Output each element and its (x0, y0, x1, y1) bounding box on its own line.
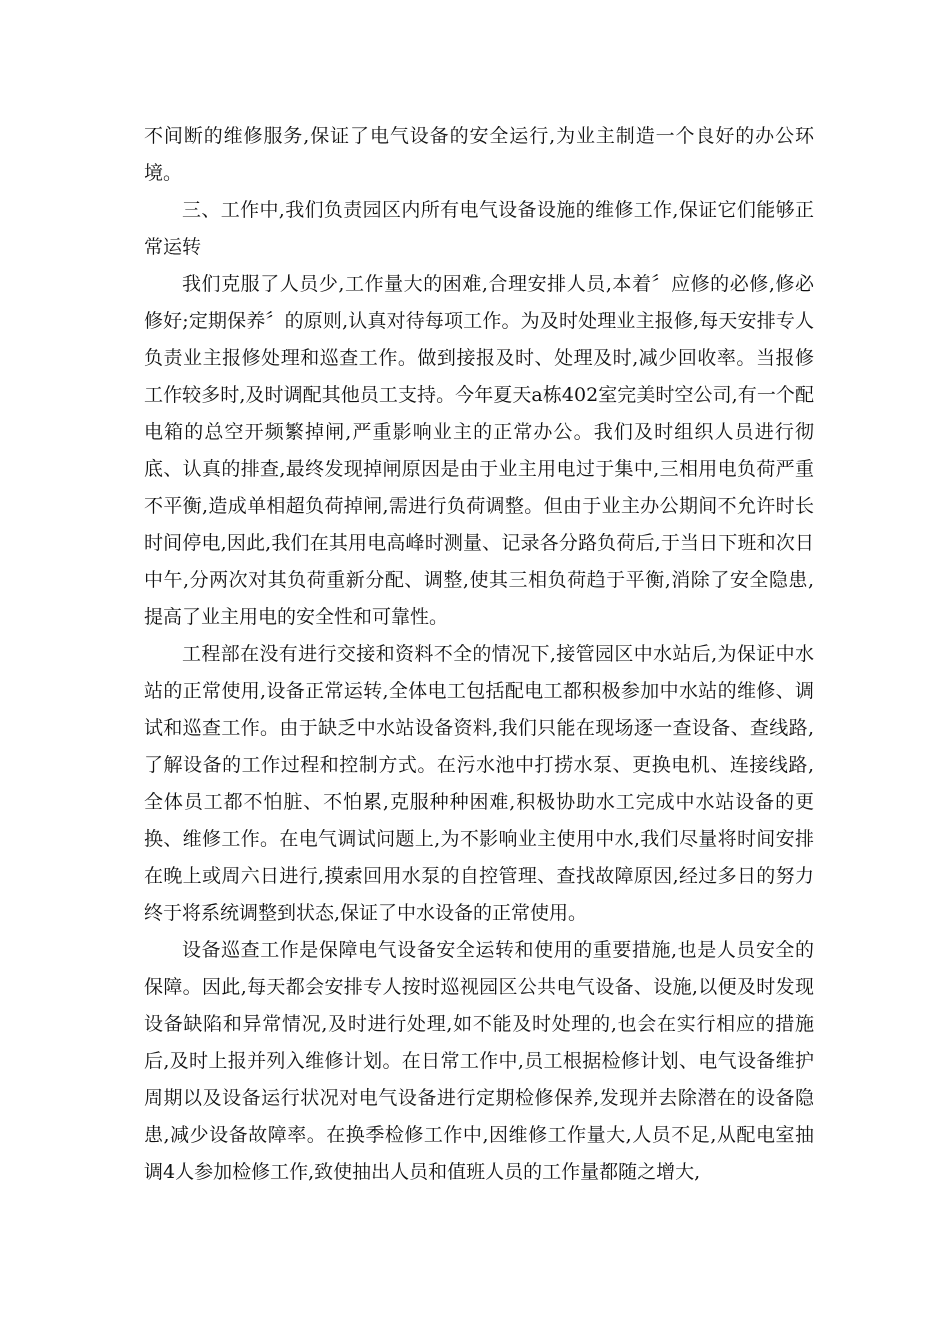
paragraph-continuation: 不间断的维修服务,保证了电气设备的安全运行,为业主制造一个良好的办公环境。 (144, 125, 814, 184)
document-body (144, 118, 814, 1191)
section-heading-3: 三、工作中,我们负责园区内所有电气设备设施的维修工作,保证它们能够正常运转 (144, 199, 814, 258)
paragraph-water-station: 工程部在没有进行交接和资料不全的情况下,接管园区中水站后,为保证中水站的正常使用,设备正常运转,全体电工包括配电工都积极参加中水站的维修、调试和巡查工作。由于缺乏中水站设备资料,我们只能在现场逐一查设备、查线路,了解设备的工作过程和控制方式。在污水池中打捞水泵、更换电机、连接线路,全体员工都不怕脏、不怕累,克服种种困难,积极协助水工完成中水站设备的更换、维修工作。在电气调试问题上,为不影响业主使用中水,我们尽量将时间安排在晚上或周六日进行,摸索回用水泵的自控管理、查找故障原因,经过多日的努力终于将系统调整到状态,保证了中水设备的正常使用。 (144, 643, 814, 924)
paragraph-inspection: 设备巡查工作是保障电气设备安全运转和使用的重要措施,也是人员安全的保障。因此,每天都会安排专人按时巡视园区公共电气设备、设施,以便及时发现设备缺陷和异常情况,及时进行处理,如不能及时处理的,也会在实行相应的措施后,及时上报并列入维修计划。在日常工作中,员工根据检修计划、电气设备维护周期以及设备运行状况对电气设备进行定期检修保养,发现并去除潜在的设备隐患,减少设备故障率。在换季检修工作中,因维修工作量大,人员不足,从配电室抽调4人参加检修工作,致使抽出人员和值班人员的工作量都随之增大, (144, 939, 814, 1183)
paragraph-maintenance: 我们克服了人员少,工作量大的困难,合理安排人员,本着〞应修的必修,修必修好;定期保养〞的原则,认真对待每项工作。为及时处理业主报修,每天安排专人负责业主报修处理和巡查工作。做到接报及时、处理及时,减少回收率。当报修工作较多时,及时调配其他员工支持。今年夏天a栋402室完美时空公司,有一个配电箱的总空开频繁掉闸,严重影响业主的正常办公。我们及时组织人员进行彻底、认真的排查,最终发现掉闸原因是由于业主用电过于集中,三相用电负荷严重不平衡,造成单相超负荷掉闸,需进行负荷调整。但由于业主办公期间不允许时长时间停电,因此,我们在其用电高峰时测量、记录各分路负荷后,于当日下班和次日中午,分两次对其负荷重新分配、调整,使其三相负荷趋于平衡,消除了安全隐患,提高了业主用电的安全性和可靠性。 (144, 273, 814, 628)
